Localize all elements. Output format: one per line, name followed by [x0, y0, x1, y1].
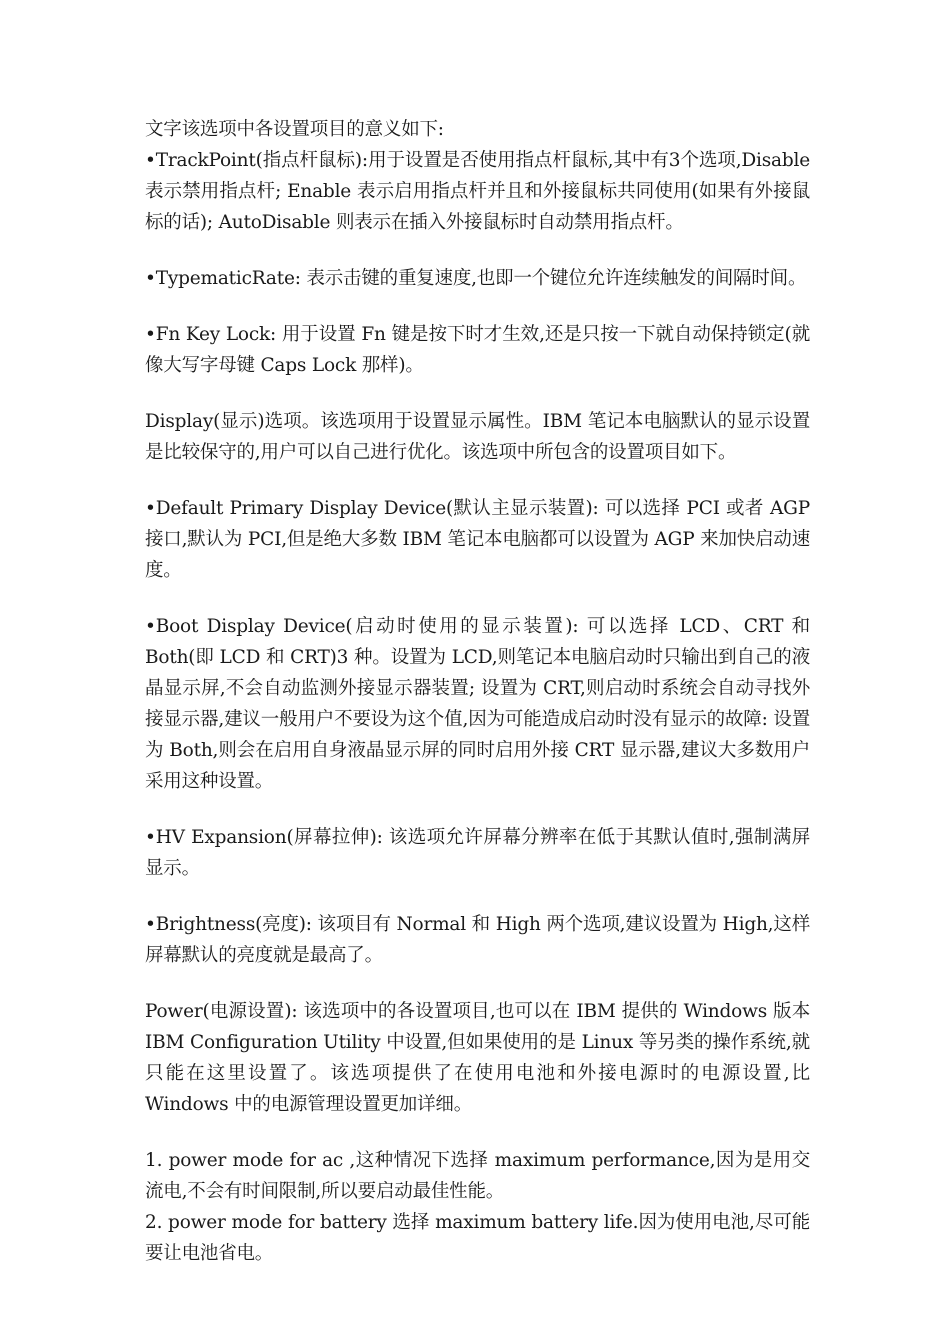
trackpoint-paragraph: •TrackPoint(指点杆鼠标):用于设置是否使用指点杆鼠标,其中有3个选项,Disable表示禁用指点杆; Enable 表示启用指点杆并且和外接鼠标共同使用(如果有外接鼠标的话); AutoDisable 则表示在插入外接鼠标时自动禁用指点杆。 [145, 150, 810, 233]
power-paragraph: Power(电源设置): 该选项中的各设置项目,也可以在 IBM 提供的 Windows 版本 IBM Configuration Utility 中设置,但如果使用的是 Linux 等另类的操作系统,就只能在这里设置了。该选项提供了在使用电池和外接电源时的电源设置,比 Windows 中的电源管理设置更加详细。 [145, 1001, 810, 1115]
boot-display-device-paragraph: •Boot Display Device(启动时使用的显示装置): 可以选择 LCD、CRT 和 Both(即 LCD 和 CRT)3 种。设置为 LCD,则笔记本电脑启动时只输出到自己的液晶显示屏,不会自动监测外接显示器装置; 设置为 CRT,则启动时系统会自动寻找外接显示器,建议一般用户不要设为这个值,因为可能造成启动时没有显示的故障: 设置为 Both,则会在启用自身液晶显示屏的同时启用外接 CRT 显示器,建议大多数用户采用这种设置。 [145, 616, 810, 792]
power-mode-ac-item: 1. power mode for ac ,这种情况下选择 maximum performance,因为是用交流电,不会有时间限制,所以要启动最佳性能。 [145, 1150, 810, 1202]
hv-expansion-paragraph: •HV Expansion(屏幕拉伸): 该选项允许屏幕分辨率在低于其默认值时,强制满屏显示。 [145, 827, 810, 879]
document-body [145, 114, 810, 1269]
fn-key-lock-paragraph: •Fn Key Lock: 用于设置 Fn 键是按下时才生效,还是只按一下就自动保持锁定(就像大写字母键 Caps Lock 那样)。 [145, 324, 810, 376]
brightness-paragraph: •Brightness(亮度): 该项目有 Normal 和 High 两个选项,建议设置为 High,这样屏幕默认的亮度就是最高了。 [145, 914, 810, 966]
intro-paragraph: 文字该选项中各设置项目的意义如下: [145, 119, 444, 140]
default-primary-display-paragraph: •Default Primary Display Device(默认主显示装置): 可以选择 PCI 或者 AGP 接口,默认为 PCI,但是绝大多数 IBM 笔记本电脑都可以设置为 AGP 来加快启动速度。 [145, 498, 810, 581]
display-paragraph: Display(显示)选项。该选项用于设置显示属性。IBM 笔记本电脑默认的显示设置是比较保守的,用户可以自己进行优化。该选项中所包含的设置项目如下。 [145, 411, 810, 463]
power-mode-battery-item: 2. power mode for battery 选择 maximum battery life.因为使用电池,尽可能要让电池省电。 [145, 1212, 810, 1264]
typematic-rate-paragraph: •TypematicRate: 表示击键的重复速度,也即一个键位允许连续触发的间隔时间。 [145, 268, 807, 289]
